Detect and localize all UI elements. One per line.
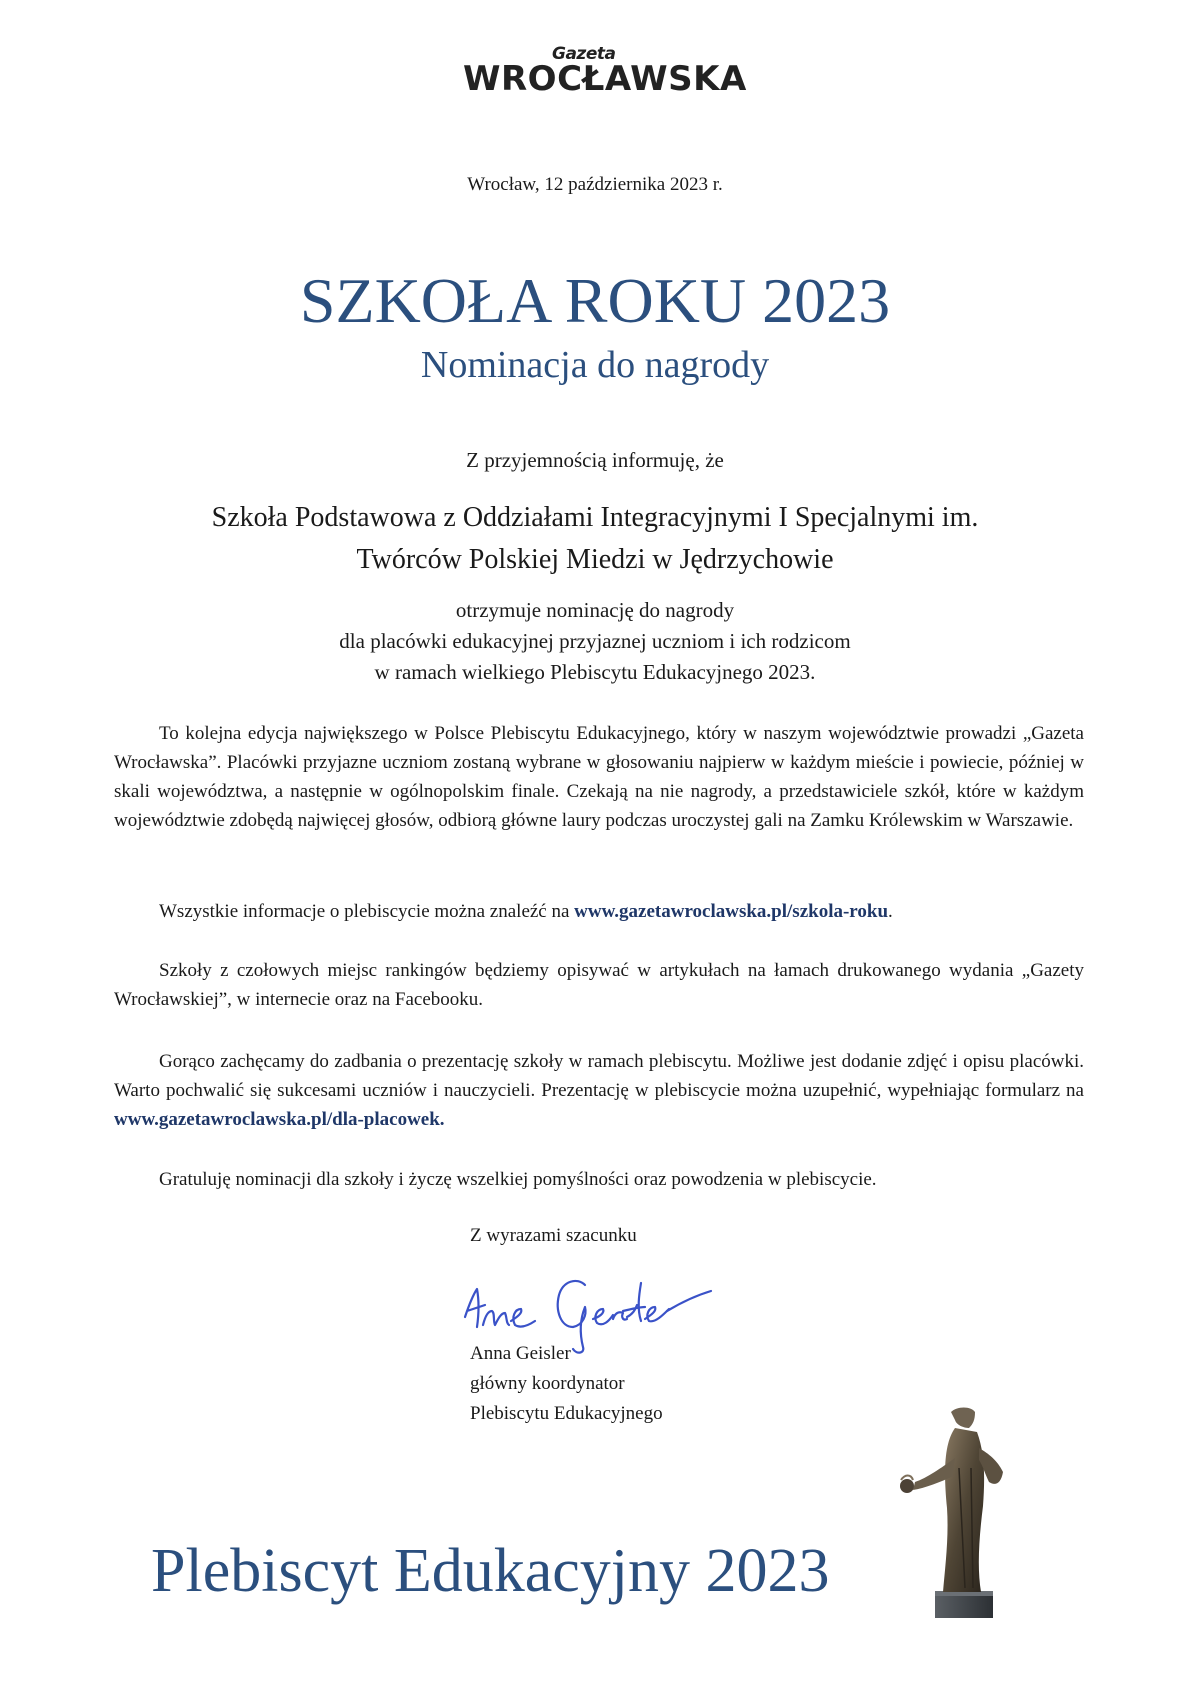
page-subtitle: Nominacja do nagrody <box>420 344 770 386</box>
letter-date: Wrocław, 12 października 2023 r. <box>467 174 723 195</box>
gazeta-wroclawska-logo <box>463 40 753 100</box>
school-name <box>0 497 1190 581</box>
award-line2: dla placówki edukacyjnej przyjaznej uczniom i ich rodzicom <box>339 629 851 653</box>
paragraph-plebiscite-info: To kolejna edycja największego w Polsce Plebiscytu Edukacyjnego, który w naszym województwie prowadzi „Gazeta Wrocławska”. Placówki przyjazne uczniom zostaną wybrane w głosowaniu najpierw w każdym mieście i powiecie, później w skali województwa, a następnie w ogólnopolskim finale. Czekają na nie nagrody, a przedstawiciele szkół, które w każdym województwie zdobędą najwięcej głosów, odbiorą główne laury podczas uroczystej gali na Zamku Królewskim w Warszawie. <box>114 723 1084 831</box>
signer-name: Anna Geisler <box>470 1343 571 1364</box>
award-line1: otrzymuje nominację do nagrody <box>455 598 735 622</box>
paragraph-presentation <box>114 1047 1084 1134</box>
footer-plebiscite-title: Plebiscyt Edukacyjny 2023 <box>151 1537 830 1605</box>
award-description <box>0 595 1190 688</box>
signer-block <box>470 1339 663 1429</box>
paragraph-info-text: Wszystkie informacje o plebiscycie można znaleźć na <box>159 901 575 922</box>
paragraph-info-end: . <box>888 901 893 922</box>
school-name-line1: Szkoła Podstawowa z Oddziałami Integracyjnymi I Specjalnymi im. <box>211 502 979 533</box>
intro-line: Z przyjemnością informuję, że <box>466 448 724 472</box>
paragraph-presentation-text: Gorąco zachęcamy do zadbania o prezentację szkoły w ramach plebiscytu. Możliwe jest dodanie zdjęć i opisu placówki. Warto pochwalić się sukcesami uczniów i nauczycieli. Prezentację w plebiscycie można uzupełnić, wypełniając formularz na <box>114 1051 1084 1101</box>
signer-role: główny koordynator <box>470 1373 625 1394</box>
paragraph-rankings: Szkoły z czołowych miejsc rankingów będziemy opisywać w artykułach na łamach drukowanego wydania „Gazety Wrocławskiej”, w internecie oraz na Facebooku. <box>114 960 1084 1010</box>
statuette-award-image <box>885 1398 1015 1620</box>
signer-organization: Plebiscytu Edukacyjnego <box>470 1403 663 1424</box>
dla-placowek-link[interactable]: www.gazetawroclawska.pl/dla-placowek. <box>114 1109 445 1130</box>
closing-salutation: Z wyrazami szacunku <box>470 1225 637 1246</box>
szkola-roku-link[interactable]: www.gazetawroclawska.pl/szkola-roku <box>574 901 889 922</box>
paragraph-info-link <box>114 897 1084 926</box>
paragraph-congratulations: Gratuluję nominacji dla szkoły i życzę wszelkiej pomyślności oraz powodzenia w plebiscycie. <box>159 1169 877 1190</box>
award-line3: w ramach wielkiego Plebiscytu Edukacyjnego 2023. <box>374 660 816 684</box>
page-title: SZKOŁA ROKU 2023 <box>299 265 891 336</box>
logo-main-word: WROCŁAWSKA <box>463 59 747 99</box>
logo-top-word: Gazeta <box>552 44 616 64</box>
school-name-line2: Twórców Polskiej Miedzi w Jędrzychowie <box>356 544 834 575</box>
